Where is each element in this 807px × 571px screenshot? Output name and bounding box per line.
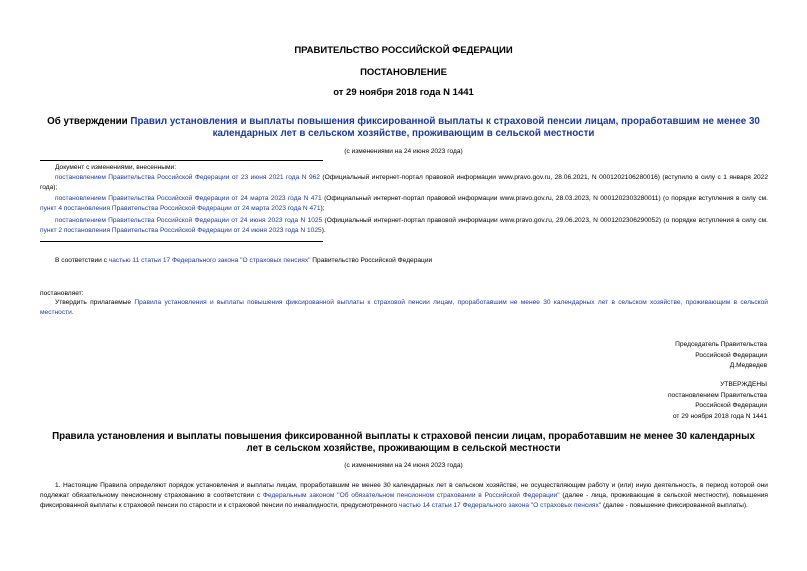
approved-line-4: от 29 ноября 2018 года N 1441 — [672, 412, 767, 420]
divider-top — [40, 160, 323, 161]
amendment-1-text: (Официальный интернет-портал правовой информации www.pravo.gov.ru, 28.06.2021, N 0001202106280016) (вступило в силу с 1 января 2022 года); — [40, 174, 768, 192]
clause-1-part-2: (далее - лица, проживающие в сельской местности), повышения фиксированной выплаты к страховой пенсии по старости и к страховой пенсии по инвалидности, предусмотренного — [40, 492, 768, 510]
amendment-item-2 — [40, 194, 768, 214]
date-number-heading: от 29 ноября 2018 года N 1441 — [333, 87, 474, 98]
amendment-2-link[interactable]: постановлением Правительства Российской Федерации от 24 марта 2023 года N 471 — [55, 195, 322, 202]
amendment-2-text: (Официальный интернет-портал правовой информации www.pravo.gov.ru, 28.03.2023, N 0001202303280011) (о порядке вступления в силу см. — [321, 195, 768, 202]
amendment-3-text2: ). — [321, 227, 326, 235]
government-heading: ПРАВИТЕЛЬСТВО РОССИЙСКОЙ ФЕДЕРАЦИИ — [294, 45, 513, 56]
divider-bottom — [40, 241, 323, 242]
amendment-3-link[interactable]: постановлением Правительства Российской Федерации от 24 июня 2023 года N 1025 — [55, 217, 323, 224]
signature-line-3: Д.Медведев — [729, 362, 767, 369]
approved-block — [668, 380, 767, 422]
amendments-intro: Документ с изменениями, внесенными: — [55, 164, 177, 171]
amendment-2-link2[interactable]: пункт 4 постановления Правительства Российской Федерации от 24 марта 2023 года N 471 — [40, 205, 321, 213]
document-title — [20, 116, 787, 140]
clause-1 — [40, 481, 768, 512]
decree-label: постановляет: — [40, 290, 84, 297]
clause-1-part-1: 1. Настоящие Правила определяют порядок установления и выплаты лицам, проработавшим не менее 30 календарных лет в сельском хозяйстве, не осуществляющим работу и (или) иную деятельность, в период которой они подлежат обязательному пенсионному страхованию в соответствии с — [40, 482, 768, 500]
title-rules-link[interactable]: Правил установления и выплаты повышения фиксированной выплаты к страховой пенсии лицам, проработавшим не менее 30 календарных лет в сельском хозяйстве, проживающим в сельской местности — [130, 116, 760, 139]
approved-line-3: Российской Федерации — [695, 402, 767, 409]
amendment-item-3 — [40, 216, 768, 236]
amendment-3-link2[interactable]: пункт 2 постановления Правительства Российской Федерации от 24 июня 2023 года N 1025 — [40, 227, 322, 235]
preamble-prefix: В соответствии с — [55, 257, 109, 264]
clause-1-law-link-2[interactable]: частью 14 статьи 17 Федерального закона "О страховых пенсиях" — [398, 502, 602, 510]
approved-line-1: УТВЕРЖДЕНЫ — [720, 381, 767, 388]
decree-prefix: Утвердить прилагаемые — [55, 299, 135, 306]
amendment-3-text: (Официальный интернет-портал правовой информации www.pravo.gov.ru, 29.06.2023, N 0001202306290052) (о порядке вступления в силу см. — [322, 217, 769, 224]
approved-line-2: постановлением Правительства — [667, 391, 767, 399]
signature-line-2: Российской Федерации — [695, 351, 767, 359]
amendment-item-1 — [40, 173, 768, 193]
amendment-1-link[interactable]: постановлением Правительства Российской Федерации от 23 июня 2021 года N 962 — [55, 174, 320, 181]
amend-note: (с изменениями на 24 июня 2023 года) — [344, 148, 463, 155]
rules-amend-note: (с изменениями на 24 июня 2023 года) — [344, 462, 463, 469]
doc-type-heading: ПОСТАНОВЛЕНИЕ — [360, 67, 447, 78]
clause-1-part-3: (далее - повышение фиксированной выплаты). — [601, 502, 748, 510]
decree-rules-link[interactable]: Правила установления и выплаты повышения фиксированной выплаты к страховой пенсии лицам, проработавшим не менее 30 календарных лет в сельском хозяйстве, проживающим в сельской местности — [40, 299, 768, 317]
clause-1-law-link-1[interactable]: Федеральным законом "Об обязательном пенсионном страховании в Российской Федерации" — [262, 492, 560, 500]
signature-line-1: Председатель Правительства — [675, 341, 767, 348]
preamble-law-link[interactable]: частью 11 статьи 17 Федерального закона "О страховых пенсиях" — [108, 257, 311, 264]
title-prefix: Об утверждении — [47, 116, 131, 127]
amendment-2-text2: ); — [320, 205, 325, 213]
preamble — [55, 256, 767, 266]
decree-text — [40, 298, 768, 318]
decree-suffix: . — [71, 309, 74, 317]
signature-block — [675, 340, 767, 372]
preamble-suffix: Правительство Российской Федерации — [310, 257, 433, 264]
rules-title: Правила установления и выплаты повышения фиксированной выплаты к страховой пенсии лицам, проработавшим не менее 30 календарных лет в сельском хозяйстве, проживающим в сельской местности — [52, 431, 755, 454]
